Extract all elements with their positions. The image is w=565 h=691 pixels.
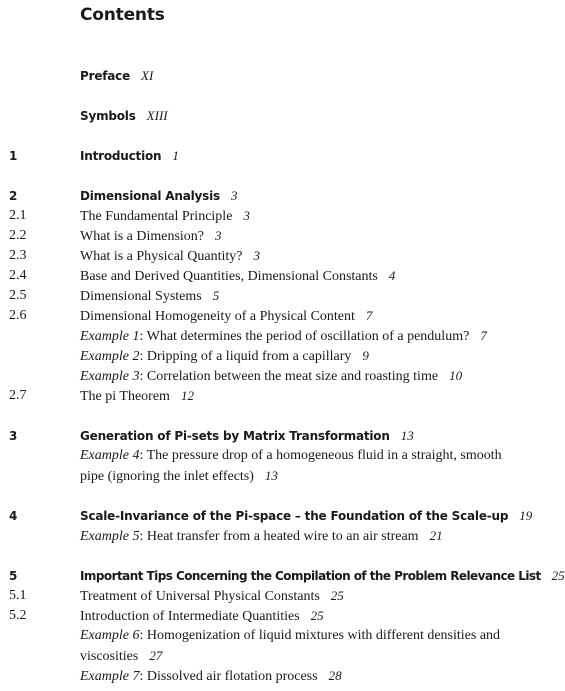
toc-entry-example-7[interactable] — [0, 666, 562, 686]
entry-label: pipe (ignoring the inlet effects) — [80, 469, 254, 484]
toc-entry-section-5-2[interactable] — [0, 606, 562, 626]
section-number: 5.1 — [9, 588, 27, 603]
section-number: 2.5 — [9, 288, 27, 303]
entry-label: What is a Physical Quantity? — [80, 249, 243, 264]
page-number: 3 — [243, 208, 250, 223]
page-number: 28 — [328, 668, 342, 683]
example-word: Example 5 — [80, 529, 140, 544]
page-number: 3 — [253, 248, 261, 263]
page-number: 7 — [365, 308, 373, 323]
entry-label: : Dissolved air flotation process — [139, 669, 318, 684]
page-number: 9 — [362, 348, 369, 363]
toc-entry-example-4-continued[interactable] — [0, 466, 562, 486]
contents-heading: Contents — [80, 5, 165, 25]
example-word: Example 4 — [80, 448, 140, 463]
entry-label: viscosities — [80, 649, 139, 664]
entry-label: Symbols — [80, 109, 136, 123]
page-number: 19 — [519, 508, 533, 523]
entry-label: The pi Theorem — [80, 389, 170, 404]
toc-entry-section-2-3[interactable] — [0, 246, 562, 266]
entry-label: Dimensional Homogeneity of a Physical Content — [80, 309, 355, 324]
toc-entry-example-5[interactable] — [0, 526, 562, 546]
chapter-number: 3 — [9, 429, 18, 443]
entry-label: : Homogenization of liquid mixtures with different densities and — [139, 628, 501, 643]
page-number: 10 — [449, 368, 463, 383]
toc-entry-section-2-2[interactable] — [0, 226, 562, 246]
toc-entry-section-2-5[interactable] — [0, 286, 562, 306]
toc-entry-chapter-2[interactable] — [0, 186, 562, 206]
entry-label: Important Tips Concerning the Compilation of the Problem Relevance List — [80, 569, 541, 583]
chapter-number: 2 — [9, 189, 18, 203]
entry-label: Treatment of Universal Physical Constants — [80, 589, 320, 604]
entry-label: Preface — [80, 69, 131, 83]
section-number: 2.4 — [9, 268, 27, 283]
entry-label: Base and Derived Quantities, Dimensional Constants — [80, 269, 378, 284]
entry-label: : The pressure drop of a homogeneous fluid in a straight, smooth — [139, 448, 502, 463]
chapter-number: 4 — [9, 509, 18, 523]
entry-label: : Dripping of a liquid from a capillary — [139, 349, 352, 364]
toc-entry-section-2-4[interactable] — [0, 266, 562, 286]
example-word: Example 6 — [80, 628, 140, 643]
entry-label: Dimensional Systems — [80, 289, 202, 304]
toc-entry-section-5-1[interactable] — [0, 586, 562, 606]
page-number: 13 — [400, 428, 414, 443]
toc-entry-example-2[interactable] — [0, 346, 562, 366]
page-number: XIII — [146, 108, 168, 123]
toc-entry-example-6[interactable] — [0, 626, 562, 646]
page-number: 3 — [215, 228, 222, 243]
page-number: 13 — [264, 468, 278, 483]
page-number: 1 — [172, 148, 179, 163]
page-number: 12 — [180, 388, 194, 403]
entry-label: : Correlation between the meat size and roasting time — [139, 369, 439, 384]
toc-entry-section-2-7[interactable] — [0, 386, 562, 406]
chapter-number: 5 — [9, 569, 18, 583]
entry-label: Dimensional Analysis — [80, 189, 220, 203]
entry-label: Scale-Invariance of the Pi-space – the Foundation of the Scale-up — [80, 509, 509, 523]
chapter-number: 1 — [9, 149, 18, 163]
page-number: 7 — [480, 328, 487, 343]
entry-label: Generation of Pi-sets by Matrix Transformation — [80, 429, 390, 443]
toc-entry-example-3[interactable] — [0, 366, 562, 386]
toc-entry-example-1[interactable] — [0, 326, 562, 346]
page-number: 25 — [551, 568, 565, 583]
page-number: XI — [141, 68, 154, 83]
section-number: 2.2 — [9, 228, 27, 243]
toc-entry-section-2-1[interactable] — [0, 206, 562, 226]
section-number: 5.2 — [9, 608, 27, 623]
section-number: 2.7 — [9, 388, 27, 403]
entry-label: : What determines the period of oscillation of a pendulum? — [139, 329, 470, 344]
toc-entry-example-6-continued[interactable] — [0, 646, 562, 666]
page-number: 25 — [330, 588, 344, 603]
toc-entry-section-2-6[interactable] — [0, 306, 562, 326]
example-word: Example 1 — [80, 329, 140, 344]
section-number: 2.3 — [9, 248, 27, 263]
section-number: 2.6 — [9, 308, 27, 323]
example-word: Example 3 — [80, 369, 140, 384]
toc-entry-chapter-5[interactable] — [0, 566, 565, 586]
entry-label: Introduction — [80, 149, 162, 163]
entry-label: Introduction of Intermediate Quantities — [80, 609, 300, 624]
page-number: 21 — [429, 528, 443, 543]
entry-label: What is a Dimension? — [80, 229, 205, 244]
toc-entry-example-4[interactable] — [0, 446, 562, 466]
example-word: Example 2 — [80, 349, 140, 364]
toc-entry-symbols[interactable] — [0, 106, 562, 126]
page-number: 4 — [388, 268, 396, 283]
page-number: 3 — [230, 188, 238, 203]
page-number: 5 — [212, 288, 220, 303]
toc-entry-chapter-3[interactable] — [0, 426, 562, 446]
toc-entry-preface[interactable] — [0, 66, 562, 86]
entry-label: The Fundamental Principle — [80, 209, 233, 224]
toc-entry-chapter-1[interactable] — [0, 146, 562, 166]
page-number: 27 — [149, 648, 163, 663]
section-number: 2.1 — [9, 208, 27, 223]
toc-entry-chapter-4[interactable] — [0, 506, 562, 526]
entry-label: : Heat transfer from a heated wire to an air stream — [139, 529, 419, 544]
example-word: Example 7 — [80, 669, 140, 684]
page-number: 25 — [310, 608, 324, 623]
